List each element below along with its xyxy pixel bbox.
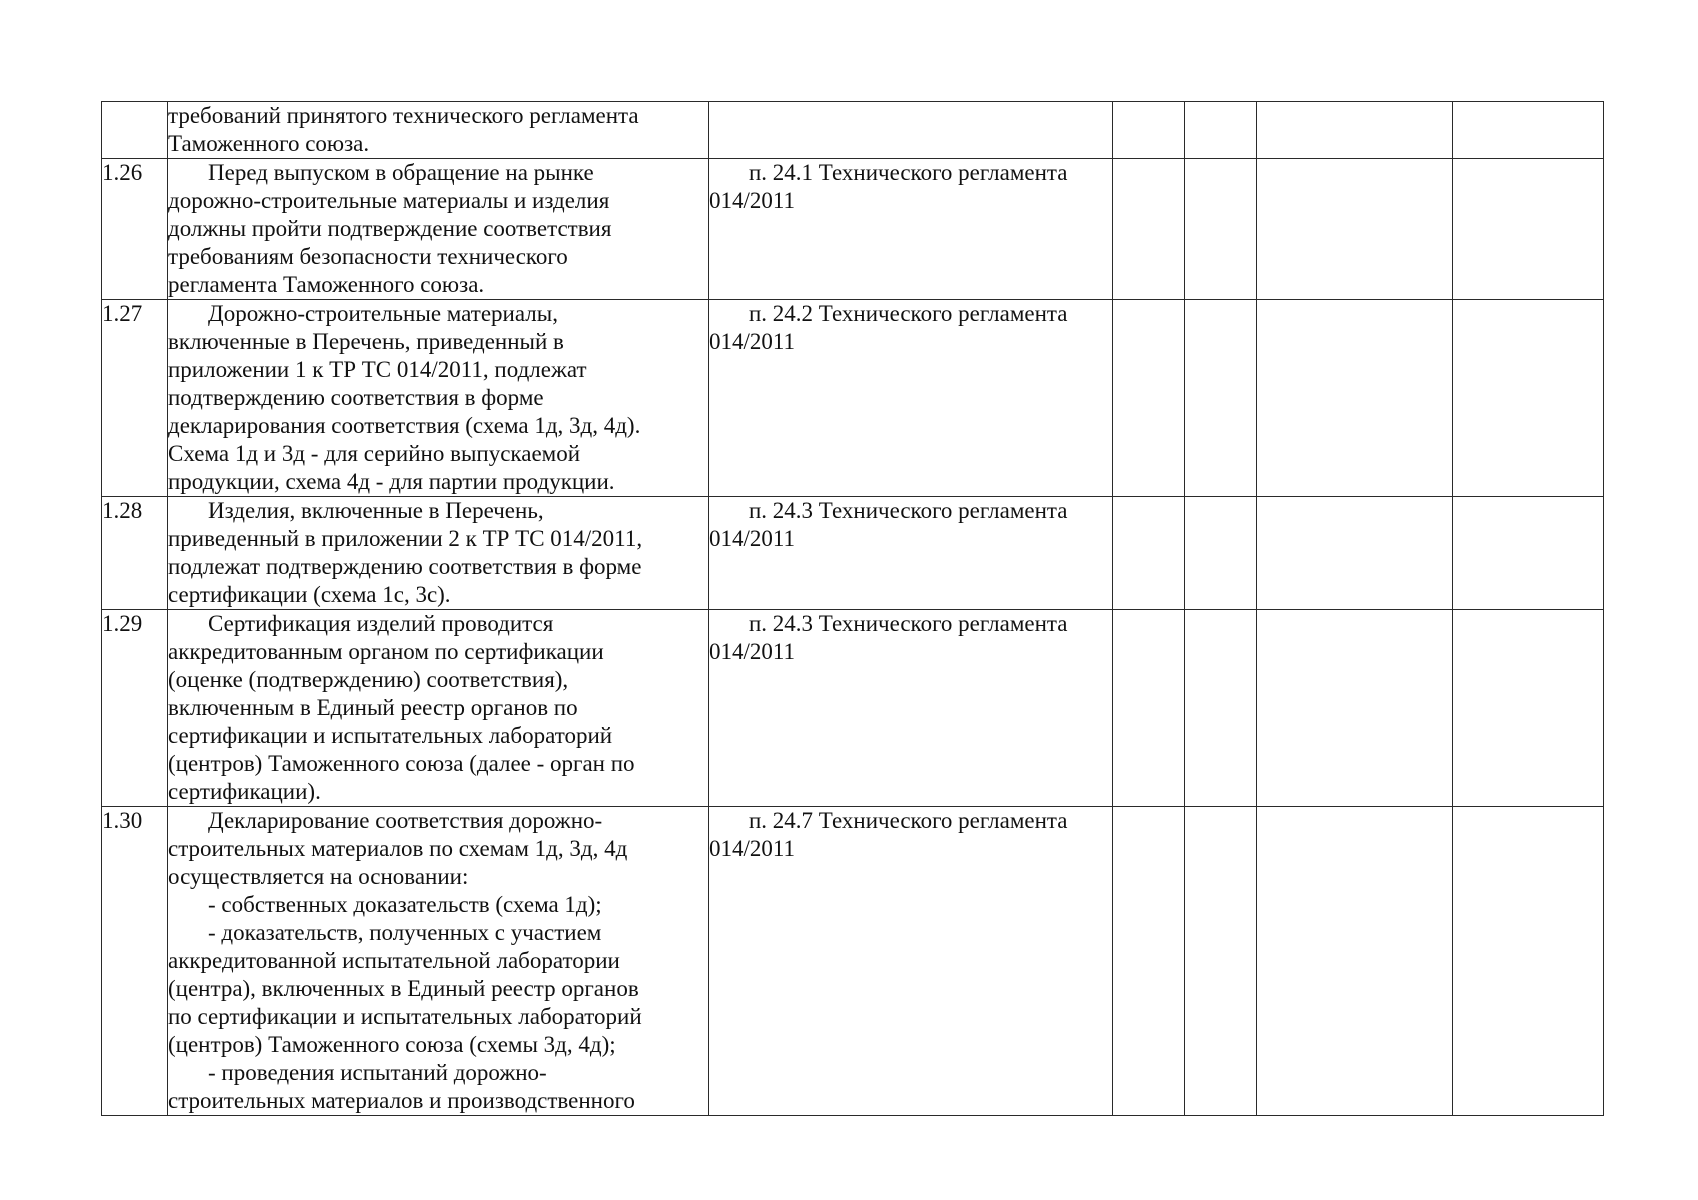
empty-cell: [1113, 102, 1185, 159]
reference-cell: [709, 807, 1113, 1116]
item-number-cell: [102, 102, 168, 159]
empty-cell: [1185, 159, 1257, 300]
reference-cell: [709, 610, 1113, 807]
requirement-paragraph: Дорожно-строительные материалы, включенные в Перечень, приведенный в приложении 1 к ТР ТС 014/2011, подлежат подтверждению соответствия в форме декларирования соответствия (схема 1д, 3д, 4д). Схема 1д и 3д - для серийно выпускаемой продукции, схема 4д - для партии продукции.: [168, 301, 641, 494]
requirement-paragraph: Изделия, включенные в Перечень, приведенный в приложении 2 к ТР ТС 014/2011, подлежат подтверждению соответствия в форме сертификации (схема 1с, 3с).: [168, 498, 643, 607]
empty-cell: [1113, 610, 1185, 807]
item-number-cell: 1.30: [102, 807, 168, 1116]
requirements-table: [101, 101, 1604, 1116]
table-row: [102, 497, 1604, 610]
reference-line: п. 24.7 Технического регламента: [749, 808, 1068, 833]
reference-line: п. 24.1 Технического регламента: [749, 160, 1068, 185]
reference-line: 014/2011: [709, 526, 796, 551]
reference-line: п. 24.3 Технического регламента: [749, 611, 1068, 636]
reference-line: 014/2011: [709, 329, 796, 354]
requirement-cell: [168, 610, 709, 807]
empty-cell: [1453, 610, 1604, 807]
item-number-cell: 1.26: [102, 159, 168, 300]
empty-cell: [1257, 102, 1453, 159]
reference-line: п. 24.3 Технического регламента: [749, 498, 1068, 523]
item-number-cell: 1.28: [102, 497, 168, 610]
empty-cell: [1185, 610, 1257, 807]
reference-cell: [709, 497, 1113, 610]
table-row: [102, 807, 1604, 1116]
requirement-cell: [168, 497, 709, 610]
empty-cell: [1113, 807, 1185, 1116]
empty-cell: [1185, 497, 1257, 610]
empty-cell: [1257, 300, 1453, 497]
table-row: [102, 300, 1604, 497]
empty-cell: [1453, 159, 1604, 300]
requirement-paragraph: - проведения испытаний дорожно- строительных материалов и производственного: [168, 1060, 635, 1113]
empty-cell: [1257, 159, 1453, 300]
empty-cell: [1257, 497, 1453, 610]
empty-cell: [1185, 300, 1257, 497]
empty-cell: [1185, 102, 1257, 159]
empty-cell: [1185, 807, 1257, 1116]
empty-cell: [1113, 300, 1185, 497]
table-row: [102, 102, 1604, 159]
requirement-cell: [168, 102, 709, 159]
requirement-cell: [168, 159, 709, 300]
reference-cell: [709, 102, 1113, 159]
reference-line: 014/2011: [709, 639, 796, 664]
requirement-paragraph: - доказательств, полученных с участием аккредитованной испытательной лаборатории (центра), включенных в Единый реестр органов по сертификации и испытательных лабораторий (центров) Таможенного союза (схемы 3д, 4д);: [168, 920, 642, 1057]
empty-cell: [1453, 807, 1604, 1116]
requirement-paragraph: Перед выпуском в обращение на рынке дорожно-строительные материалы и изделия должны пройти подтверждение соответствия требованиям безопасности технического регламента Таможенного союза.: [168, 160, 612, 297]
empty-cell: [1453, 300, 1604, 497]
requirement-paragraph: требований принятого технического регламента Таможенного союза.: [168, 103, 639, 156]
reference-line: п. 24.2 Технического регламента: [749, 301, 1068, 326]
reference-line: 014/2011: [709, 188, 796, 213]
empty-cell: [1453, 497, 1604, 610]
requirement-paragraph: Декларирование соответствия дорожно- строительных материалов по схемам 1д, 3д, 4д осуществляется на основании:: [168, 808, 628, 889]
table-row: [102, 159, 1604, 300]
item-number-cell: 1.29: [102, 610, 168, 807]
reference-cell: [709, 159, 1113, 300]
item-number-cell: 1.27: [102, 300, 168, 497]
requirement-paragraph: - собственных доказательств (схема 1д);: [208, 892, 602, 917]
empty-cell: [1257, 807, 1453, 1116]
empty-cell: [1113, 159, 1185, 300]
empty-cell: [1453, 102, 1604, 159]
reference-line: 014/2011: [709, 836, 796, 861]
requirement-paragraph: Сертификация изделий проводится аккредитованным органом по сертификации (оценке (подтверждению) соответствия), включенным в Единый реестр органов по сертификации и испытательных лабораторий (центров) Таможенного союза (далее - орган по сертификации).: [168, 611, 635, 804]
empty-cell: [1113, 497, 1185, 610]
requirement-cell: [168, 807, 709, 1116]
table-row: [102, 610, 1604, 807]
reference-cell: [709, 300, 1113, 497]
empty-cell: [1257, 610, 1453, 807]
requirement-cell: [168, 300, 709, 497]
